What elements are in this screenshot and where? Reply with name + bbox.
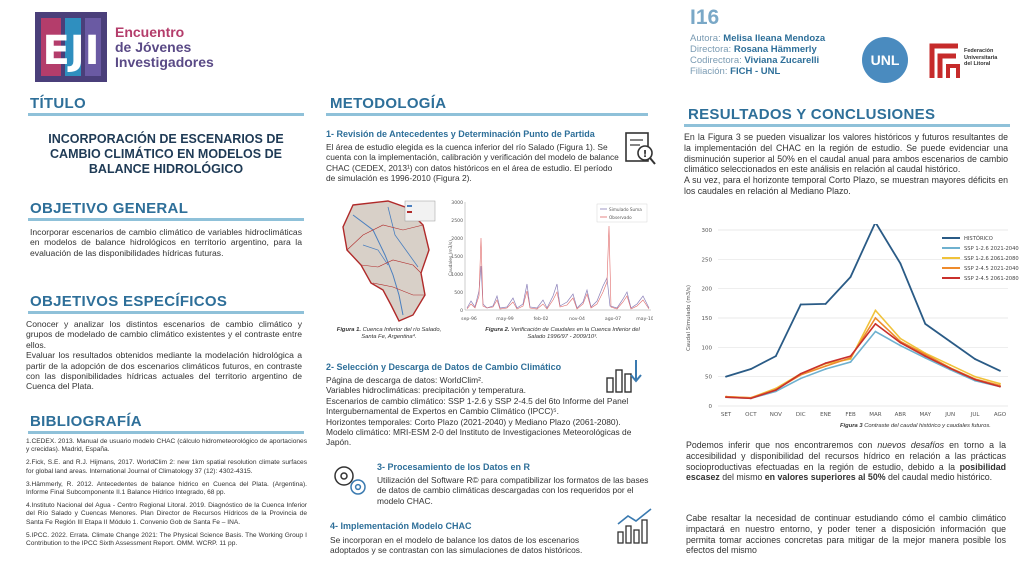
fig3-legend-label: SSP 1-2.6 2021-2040 [964,246,1019,252]
fig2-ytick: 1000 [451,273,463,278]
fig3-data-point [899,263,901,265]
step3-title: 3- Procesamiento de los Datos en R [377,462,531,472]
objetivo-general-underline [28,218,304,221]
step2-line: Modelo climático: MRI-ESM 2-0 del Instituto de Investigaciones Meteorológicas de Japón. [326,427,632,448]
figure1-caption: Figura 1. Cuenca Inferior del río Salado, Santa Fe, Argentina⁴. [336,327,442,340]
objetivo-especifico-2: Evaluar los resultados obtenidos mediante la modelación hidrológica a partir de la adopción de dos escenarios climáticos futuros, en contraste con las disponibilidades hídricas actuales del territorio argentino de Cuenca del Plata. [26,350,302,392]
ful-logo [928,38,1008,82]
fig3-xtick-label: JUN [945,412,956,418]
step2-text [326,375,652,448]
fig3-xtick-label: JUL [970,412,980,418]
affiliation-line: Filiación: FICH - UNL [690,66,781,77]
trend-chart-icon [615,506,657,551]
fig3-series-line [726,318,1000,398]
fig3-xtick-label: ABR [894,412,907,418]
conclusion-p4: Cabe resaltar la necesidad de continuar estudiando cómo el cambio climático impactará en nuestro entorno, y poder tener a disposición información que permita tomar acciones concretas para mitigar de la mejor manera posible los efectos del mismo [686,513,1006,556]
event-name-line1: Encuentro [115,24,185,40]
fig2-ytick: 0 [460,309,463,314]
fig2-xtick: sep-96 [461,317,477,322]
fig3-data-point [825,365,827,367]
fig3-data-point [850,357,852,359]
event-name-line2: de Jóvenes [115,39,192,55]
references-list [26,438,307,553]
fig3-legend-label: SSP 2-4.5 2061-2080 [964,276,1019,282]
r-processing-icon [330,460,370,505]
fig3-data-point [924,355,926,357]
fig3-data-point [974,376,976,378]
bibliografia-heading: BIBLIOGRAFÍA [30,413,142,430]
fig3-data-point [899,342,901,344]
fig2-xtick: nov-04 [569,317,585,322]
valores-superiores: en valores superiores al 50% [764,472,886,483]
step1-text: El área de estudio elegida es la cuenca inferior del río Salado (Figura 1). Se cuenta con la implementación, calibración y verificación del modelo de balance CHAC (CEDEX, 2013¹) con datos históricos en el área de estudio. El período de simulación es 1996-2010 (Figura 2). [326,142,619,184]
figure3-caption: Figura 3 Contraste del caudal histórico y caudales futuros. [840,423,991,429]
fig2-legend-observed: Observado [609,215,632,220]
fig3-xtick-label: SET [720,412,732,418]
nuevos-desafios: nuevos desafíos [877,440,945,450]
fig2-ytick: 2000 [451,237,463,242]
titulo-heading: TÍTULO [30,95,86,112]
fig3-data-point [825,303,827,305]
fig3-data-point [850,276,852,278]
author-line: Autora: Melisa Ileana Mendoza [690,33,826,44]
fig3-data-point [875,317,877,319]
fig3-data-point [949,364,951,366]
fig3-data-point [949,341,951,343]
step2-line: Horizontes temporales: Corto Plazo (2021-2040) y Mediano Plazo (2061-2080). [326,416,621,427]
authors-block [690,33,825,77]
fig2-observed-line [467,226,649,309]
fig3-data-point [999,370,1001,372]
fig3-data-point [924,323,926,325]
objetivos-especificos-text [26,319,302,392]
fig3-data-point [850,361,852,363]
resultados-p2: A su vez, para el horizonte temporal Corto Plazo, se muestran mayores déficits en los caudales en relación al Mediano Plazo. [684,175,1008,196]
step1-title: 1- Revisión de Antecedentes y Determinación Punto de Partida [326,129,595,139]
resultados-p1: En la Figura 3 se pueden visualizar los valores históricos y futuros resultantes de la implementación del CHAC en la región de estudio. Se puede evidenciar una disminución superior al 50% en el caudal anual para ambos escenarios de cambio climático seleccionados en este análisis en relación al caudal histórico. [684,132,1008,175]
fig3-ytick-label: 200 [701,286,712,293]
fig3-series-line [726,224,1000,377]
fig3-data-point [725,396,727,398]
reference-item: 3.Hämmerly, R. 2012. Antecedentes de balance hídrico en Cuenca del Plata. (Argentina). Informe Final Subcomponente II.1 Balance Hídrico Integrado, 68 pp. [26,480,307,497]
event-name [115,25,214,70]
unl-logo [862,37,908,83]
fig2-simulated-line [467,266,649,308]
fig3-ylabel: Caudal Simulado (m3/s) [686,284,692,352]
fig3-data-point [875,309,877,311]
step4-title: 4- Implementación Modelo CHAC [330,521,472,531]
objetivos-especificos-heading: OBJETIVOS ESPECÍFICOS [30,293,228,310]
svg-text:EJI: EJI [42,28,100,74]
fig2-ytick: 1500 [451,255,463,260]
metodologia-underline [326,113,648,116]
fig3-data-point [825,368,827,370]
fig3-data-point [974,358,976,360]
fig3-xtick-label: ENE [820,412,832,418]
posibilidad-escasez: posibilidad escasez [686,461,1006,483]
fig3-data-point [775,355,777,357]
metodologia-heading: METODOLOGÍA [330,95,447,112]
fig2-xtick: ago-07 [604,317,622,322]
poster-title: INCORPORACIÓN DE ESCENARIOS DE CAMBIO CLIMÁTICO EN MODELOS DE BALANCE HIDROLÓGICO [48,132,284,176]
fig3-data-point [825,362,827,364]
resultados-underline [684,124,1010,127]
fig3-xtick-label: NOV [769,412,782,418]
figure3-chart [680,224,1020,420]
reference-item: 1.CEDEX. 2013. Manual de usuario modelo CHAC (cálculo hidrometeorológico de aportaciones y crecidas). Madrid, España. [26,438,307,454]
fig3-data-point [800,373,802,375]
figure3-svg [680,224,1020,420]
fig2-ytick: 500 [454,291,463,296]
fig2-xtick: may-99 [496,317,514,322]
fig3-ytick-label: 100 [701,345,712,352]
poster-id: I16 [690,6,720,29]
fig2-xticks [461,316,653,322]
event-name-line3: Investigadores [115,54,214,70]
fig2-xtick: may-10 [636,317,653,322]
titulo-underline [28,113,304,116]
fig3-data-point [800,304,802,306]
unl-logo-text: UNL [870,52,900,68]
bibliografia-underline [28,431,304,434]
objetivos-especificos-underline [28,311,304,314]
step2-title: 2- Selección y Descarga de Datos de Cambio Climático [326,362,562,372]
fig3-data-point [850,355,852,357]
fig3-data-point [875,331,877,333]
fig3-series-line [726,310,1000,397]
fig3-xtick-label: FEB [845,412,856,418]
fig3-data-point [875,323,877,325]
fig3-data-point [800,378,802,380]
fig3-xtick-label: AGO [993,412,1007,418]
figure2-caption: Figura 2. Verificación de Caudales en la Cuenca Inferior del Salado 1996/97 - 2009/10³. [485,327,640,340]
fig3-data-point [949,368,951,370]
resultados-heading: RESULTADOS Y CONCLUSIONES [688,106,936,123]
fig3-xtick-label: MAY [919,412,931,418]
fig3-data-point [725,376,727,378]
fig3-ytick-label: 50 [705,374,712,381]
reference-item: 5.IPCC. 2022. Errata. Climate Change 2021: The Physical Science Basis. The Working Group I Contribution to the IPCC Sixth Assessment Report. OMM. WCRP. 11 pp. [26,531,307,548]
fig3-xtick-label: OCT [745,412,757,418]
fig3-legend-label: SSP 1-2.6 2061-2080 [964,256,1019,262]
fig3-series-line [726,331,1000,398]
step2-line: Escenarios de cambio climático: SSP 1-2.6 y SSP 2-4.5 del 6to Informe del Panel Intergubernamental de Expertos en Cambio Climático (IPCC)⁵. [326,395,629,417]
step2-line: Página de descarga de datos: WorldClim². [326,375,484,385]
fig3-data-point [775,389,777,391]
resultados-text [684,132,1008,197]
fig2-ytick: 3000 [451,201,463,206]
fig2-xtick: feb-02 [533,317,549,322]
fig3-legend-label: SSP 2-4.5 2021-2040 [964,266,1019,272]
reference-item: 4.Instituto Nacional del Agua - Centro Regional Litoral. 2019. Diagnóstico de la Cuenca Inferior del Río Salado y Cuencas Menores. Plan Director de Recursos Hídricos de la Provincia de Santa Fe Región III Etapa II Módulo 1. Convenio Gob de Santa Fe – INA. [26,502,307,526]
fig3-ytick-label: 250 [701,257,712,264]
director-line: Directora: Rosana Hämmerly [690,44,817,55]
step3-text: Utilización del Software R© para compatibilizar los formatos de las bases de datos de cambio climáticas descargadas con los requeridos por el modelo CHAC. [377,475,649,506]
fig3-data-point [999,383,1001,385]
figure1-map [333,195,443,325]
figure2-hydrograph [447,196,653,328]
fig3-xtick-label: DIC [795,412,806,418]
fig3-data-point [750,368,752,370]
step4-text: Se incorporan en el modelo de balance los datos de los escenarios adoptados y se contrastan con las simulaciones de datos históricos. [330,535,583,556]
fig3-data-point [750,397,752,399]
fig3-ytick-label: 150 [701,316,712,322]
fig3-data-point [899,338,901,340]
objetivo-general-text: Incorporar escenarios de cambio climático de variables hidroclimáticas en modelos de balance hidrológicos en territorio argentino, para la evaluación de las disponibilidades hídricas futuras. [30,227,302,258]
codirector-line: Codirectora: Viviana Zucarelli [690,55,820,66]
fig3-data-point [974,379,976,381]
fig3-ytick-label: 0 [708,404,712,410]
objetivo-especifico-1: Conocer y analizar los distintos escenarios de cambio climático y grupos de modelado de cambio climático existentes y el contraste entre ellos. [26,319,302,350]
fig2-legend-simulated: Simulado Suma [609,207,642,212]
reference-item: 2.Fick, S.E. and R.J. Hijmans, 2017. WorldClim 2: new 1km spatial resolution climate surfaces for global land areas. International Journal of Climatology 37 (12): 4302-4315. [26,459,307,475]
conclusion-p3: Podemos inferir que nos encontraremos con nuevos desafíos en torno a la accesibilidad y disponibilidad del recursos hídrico en relación a las prácticas socioproductivas efectuadas en la región de estudio, debido a la posibilidad escasez del mismo en valores superiores al 50% del caudal medio histórico. [686,440,1006,483]
fig2-ytick: 2500 [451,219,463,224]
fig3-legend-label: HISTÓRICO [964,236,993,242]
fig3-data-point [899,345,901,347]
fig2-ylabel: Caudales (m3/s) [449,240,454,276]
objetivo-general-heading: OBJETIVO GENERAL [30,200,189,217]
step2-line: Variables hidroclimáticas: precipitación y temperatura. [326,385,527,396]
ful-logo-text: Federación Universitaria del Litoral [964,48,998,67]
fig3-data-point [999,386,1001,388]
fig3-ytick-label: 300 [701,228,712,234]
fig3-xtick-label: MAR [869,412,882,418]
svg-text:!: ! [642,149,648,160]
document-search-icon [623,131,657,172]
eji-logo [35,12,107,82]
